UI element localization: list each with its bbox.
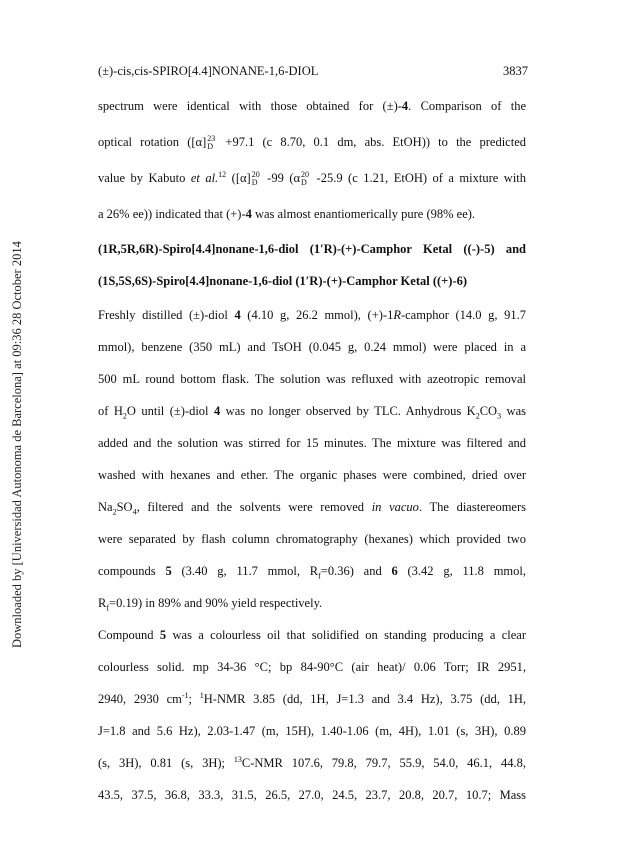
text-line: optical rotation ([α] 23 D +97.1 (c 8.70, 0.1 dm, abs. EtOH)) to the predicted [98, 134, 526, 152]
page-number: 3837 [503, 64, 528, 78]
text-line: 500 mL round bottom flask. The solution was refluxed with azeotropic removal [98, 372, 526, 386]
text-line: washed with hexanes and ether. The organic phases were combined, dried over [98, 468, 526, 482]
section-heading: (1R,5R,6R)-Spiro[4.4]nonane-1,6-diol (1′R)-(+)-Camphor Ketal ((-)-5) and [98, 242, 526, 256]
rotation-super-sub: 23 D [207, 134, 216, 152]
text-line: compounds 5 (3.40 g, 11.7 mmol, $R_f=0.36$) and 6 (3.42 g, 11.8 mmol, [98, 564, 527, 581]
running-header-title: (±)-cis,cis-SPIRO[4.4]NONANE-1,6-DIOL [98, 64, 319, 78]
text-line: added and the solution was stirred for 15 minutes. The mixture was filtered and [98, 436, 526, 450]
text-line: spectrum were identical with those obtained for (±)-4. Comparison of the [98, 99, 527, 113]
text-line: $Na_2SO_4$, filtered and the solvents were removed in vacuo. The diastereomers [98, 500, 527, 517]
text-line: Freshly distilled (±)-diol 4 (4.10 g, 26.2 mmol), (+)-1R-camphor (14.0 g, 91.7 [98, 308, 527, 322]
text-line: Compound 5 was a colourless oil that solidified on standing producing a clear [98, 628, 527, 642]
download-watermark: Downloaded by [Universidad Autonoma de Barcelona] at 09:36 28 October 2014 [10, 241, 24, 648]
text-line: J=1.8 and 5.6 Hz), 2.03-1.47 (m, 15H), 1.40-1.06 (m, 4H), 1.01 (s, 3H), 0.89 [98, 724, 526, 738]
rotation-super-sub: 20 D [251, 170, 260, 188]
text-line: were separated by flash column chromatography (hexanes) which provided two [98, 532, 526, 546]
text-line: 2940, 2930 $cm^{-1}$; $^1$H-NMR 3.85 (dd, 1H, J=1.3 and 3.4 Hz), 3.75 (dd, 1H, [98, 690, 526, 706]
text-line: mmol), benzene (350 mL) and TsOH (0.045 g, 0.24 mmol) were placed in a [98, 340, 526, 354]
alpha-super-sub: 20 D [301, 170, 310, 188]
text-line: 43.5, 37.5, 36.8, 33.3, 31.5, 26.5, 27.0, 24.5, 23.7, 20.8, 20.7, 10.7; Mass [98, 788, 526, 802]
text-line: a 26% ee)) indicated that (+)-4 was almost enantiomerically pure (98% ee). [98, 207, 476, 221]
text-line: value by Kabuto et al.$^{12}$ ([α] 20 D -99 (α 20 D -25.9 (c 1.21, EtOH) of a mixture with [98, 169, 527, 188]
text-line: colourless solid. mp 34-36 °C; bp 84-90°C (air heat)/ 0.06 Torr; IR 2951, [98, 660, 526, 674]
text-line: $R_f=0.19$) in 89% and 90% yield respectively. [98, 596, 323, 613]
section-heading: (1S,5S,6S)-Spiro[4.4]nonane-1,6-diol (1′R)-(+)-Camphor Ketal ((+)-6) [98, 274, 468, 288]
text-line: (s, 3H), 0.81 (s, 3H); $^{13}$C-NMR 107.6, 79.8, 79.7, 55.9, 54.0, 46.1, 44.8, [98, 754, 526, 770]
text-line: of $H_2O$ until (±)-diol 4 was no longer observed by TLC. Anhydrous $K_2CO_3$ was [98, 404, 526, 421]
